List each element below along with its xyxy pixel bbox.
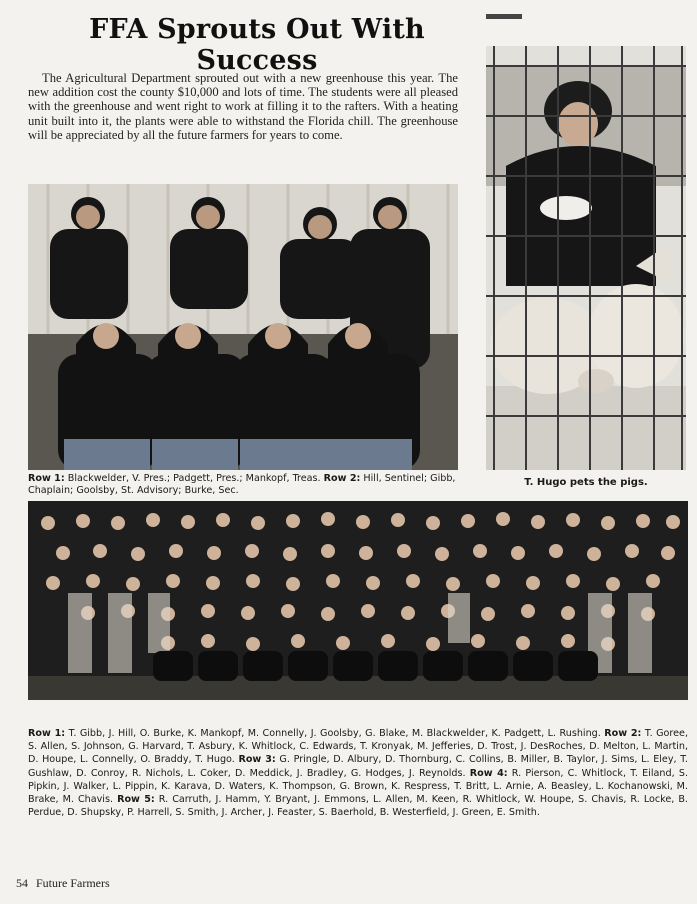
members-row4-names: R. Pierson, C. Whitlock, T. Eiland, S. Pipkin, J. Walker, L. Pippin, K. Karava, D. Waters, K. Thompson, G. Brown, K. Respress, T. Britt, L. Arnie, A. Beasley, L. Kochanowski, M. Brake, M. Chavis.	[28, 767, 688, 806]
members-row2-label: Row 2:	[604, 728, 642, 739]
page-number: 54	[16, 876, 28, 890]
section-name: Future Farmers	[36, 876, 110, 890]
intro-paragraph: The Agricultural Department sprouted out with a new greenhouse this year. The new addition cost the county $10,000 and lots of time. The students were all pleased with the greenhouse and went right to work at filling it to the rafters. With a heating unit built into it, the plants were able to withstand the Florida chill. The greenhouse will be appreciated by all the future farmers for years to come.	[28, 71, 458, 142]
members-caption	[28, 727, 688, 819]
hugo-caption: T. Hugo pets the pigs.	[524, 477, 648, 488]
decorative-bar	[486, 14, 522, 19]
members-row1-label: Row 1:	[28, 728, 66, 739]
hugo-pigs-photo	[486, 46, 686, 470]
officers-row2-label: Row 2:	[323, 473, 361, 484]
officers-row1-label: Row 1:	[28, 473, 65, 484]
officers-caption	[28, 473, 468, 496]
page-footer	[16, 876, 118, 891]
members-row5-names: R. Carruth, J. Hamm, Y. Bryant, J. Emmons, L. Allen, M. Keen, R. Whitlock, W. Houpe, S. Chavis, R. Locke, B. Perdue, D. Shupsky, P. Harrell, S. Smith, J. Archer, J. Feaster, S. Baerhold, B. Westerfield, J. Green, E. Smith.	[28, 794, 688, 819]
officers-row1-text: Blackwelder, V. Pres.; Padgett, Pres.; Mankopf, Treas.	[64, 473, 324, 484]
members-row4-label: Row 4:	[469, 767, 508, 779]
members-row3-label: Row 3:	[238, 754, 276, 766]
officers-row2-text: Hill, Sentinel; Gibb, Chaplain; Goolsby, St. Advisory; Burke, Sec.	[28, 473, 456, 496]
officers-photo	[28, 184, 458, 470]
members-group-photo	[28, 501, 688, 700]
members-row1-names: T. Gibb, J. Hill, O. Burke, K. Mankopf, M. Connelly, J. Goolsby, G. Blake, M. Blackwelder, K. Padgett, L. Rushing.	[65, 728, 605, 739]
members-row5-label: Row 5:	[117, 794, 155, 806]
page-title: FFA Sprouts Out With Success	[89, 14, 425, 76]
members-row2-names: T. Goree, S. Allen, S. Johnson, G. Harvard, T. Asbury, K. Whitlock, C. Edwards, T. Kronyak, M. Jefferies, D. Trost, J. DesRoches, D. Melton, L. Martin, D. Houpe, L. Connelly, O. Braddy, T. Hugo.	[28, 728, 689, 766]
members-row3-names: G. Pringle, D. Albury, D. Thornburg, C. Collins, B. Miller, B. Taylor, J. Sims, L. Eley, T. Gushlaw, D. Conroy, R. Nichols, L. Coker, D. Meddick, J. Bradley, G. Hodges, J. Reynolds.	[28, 754, 688, 779]
